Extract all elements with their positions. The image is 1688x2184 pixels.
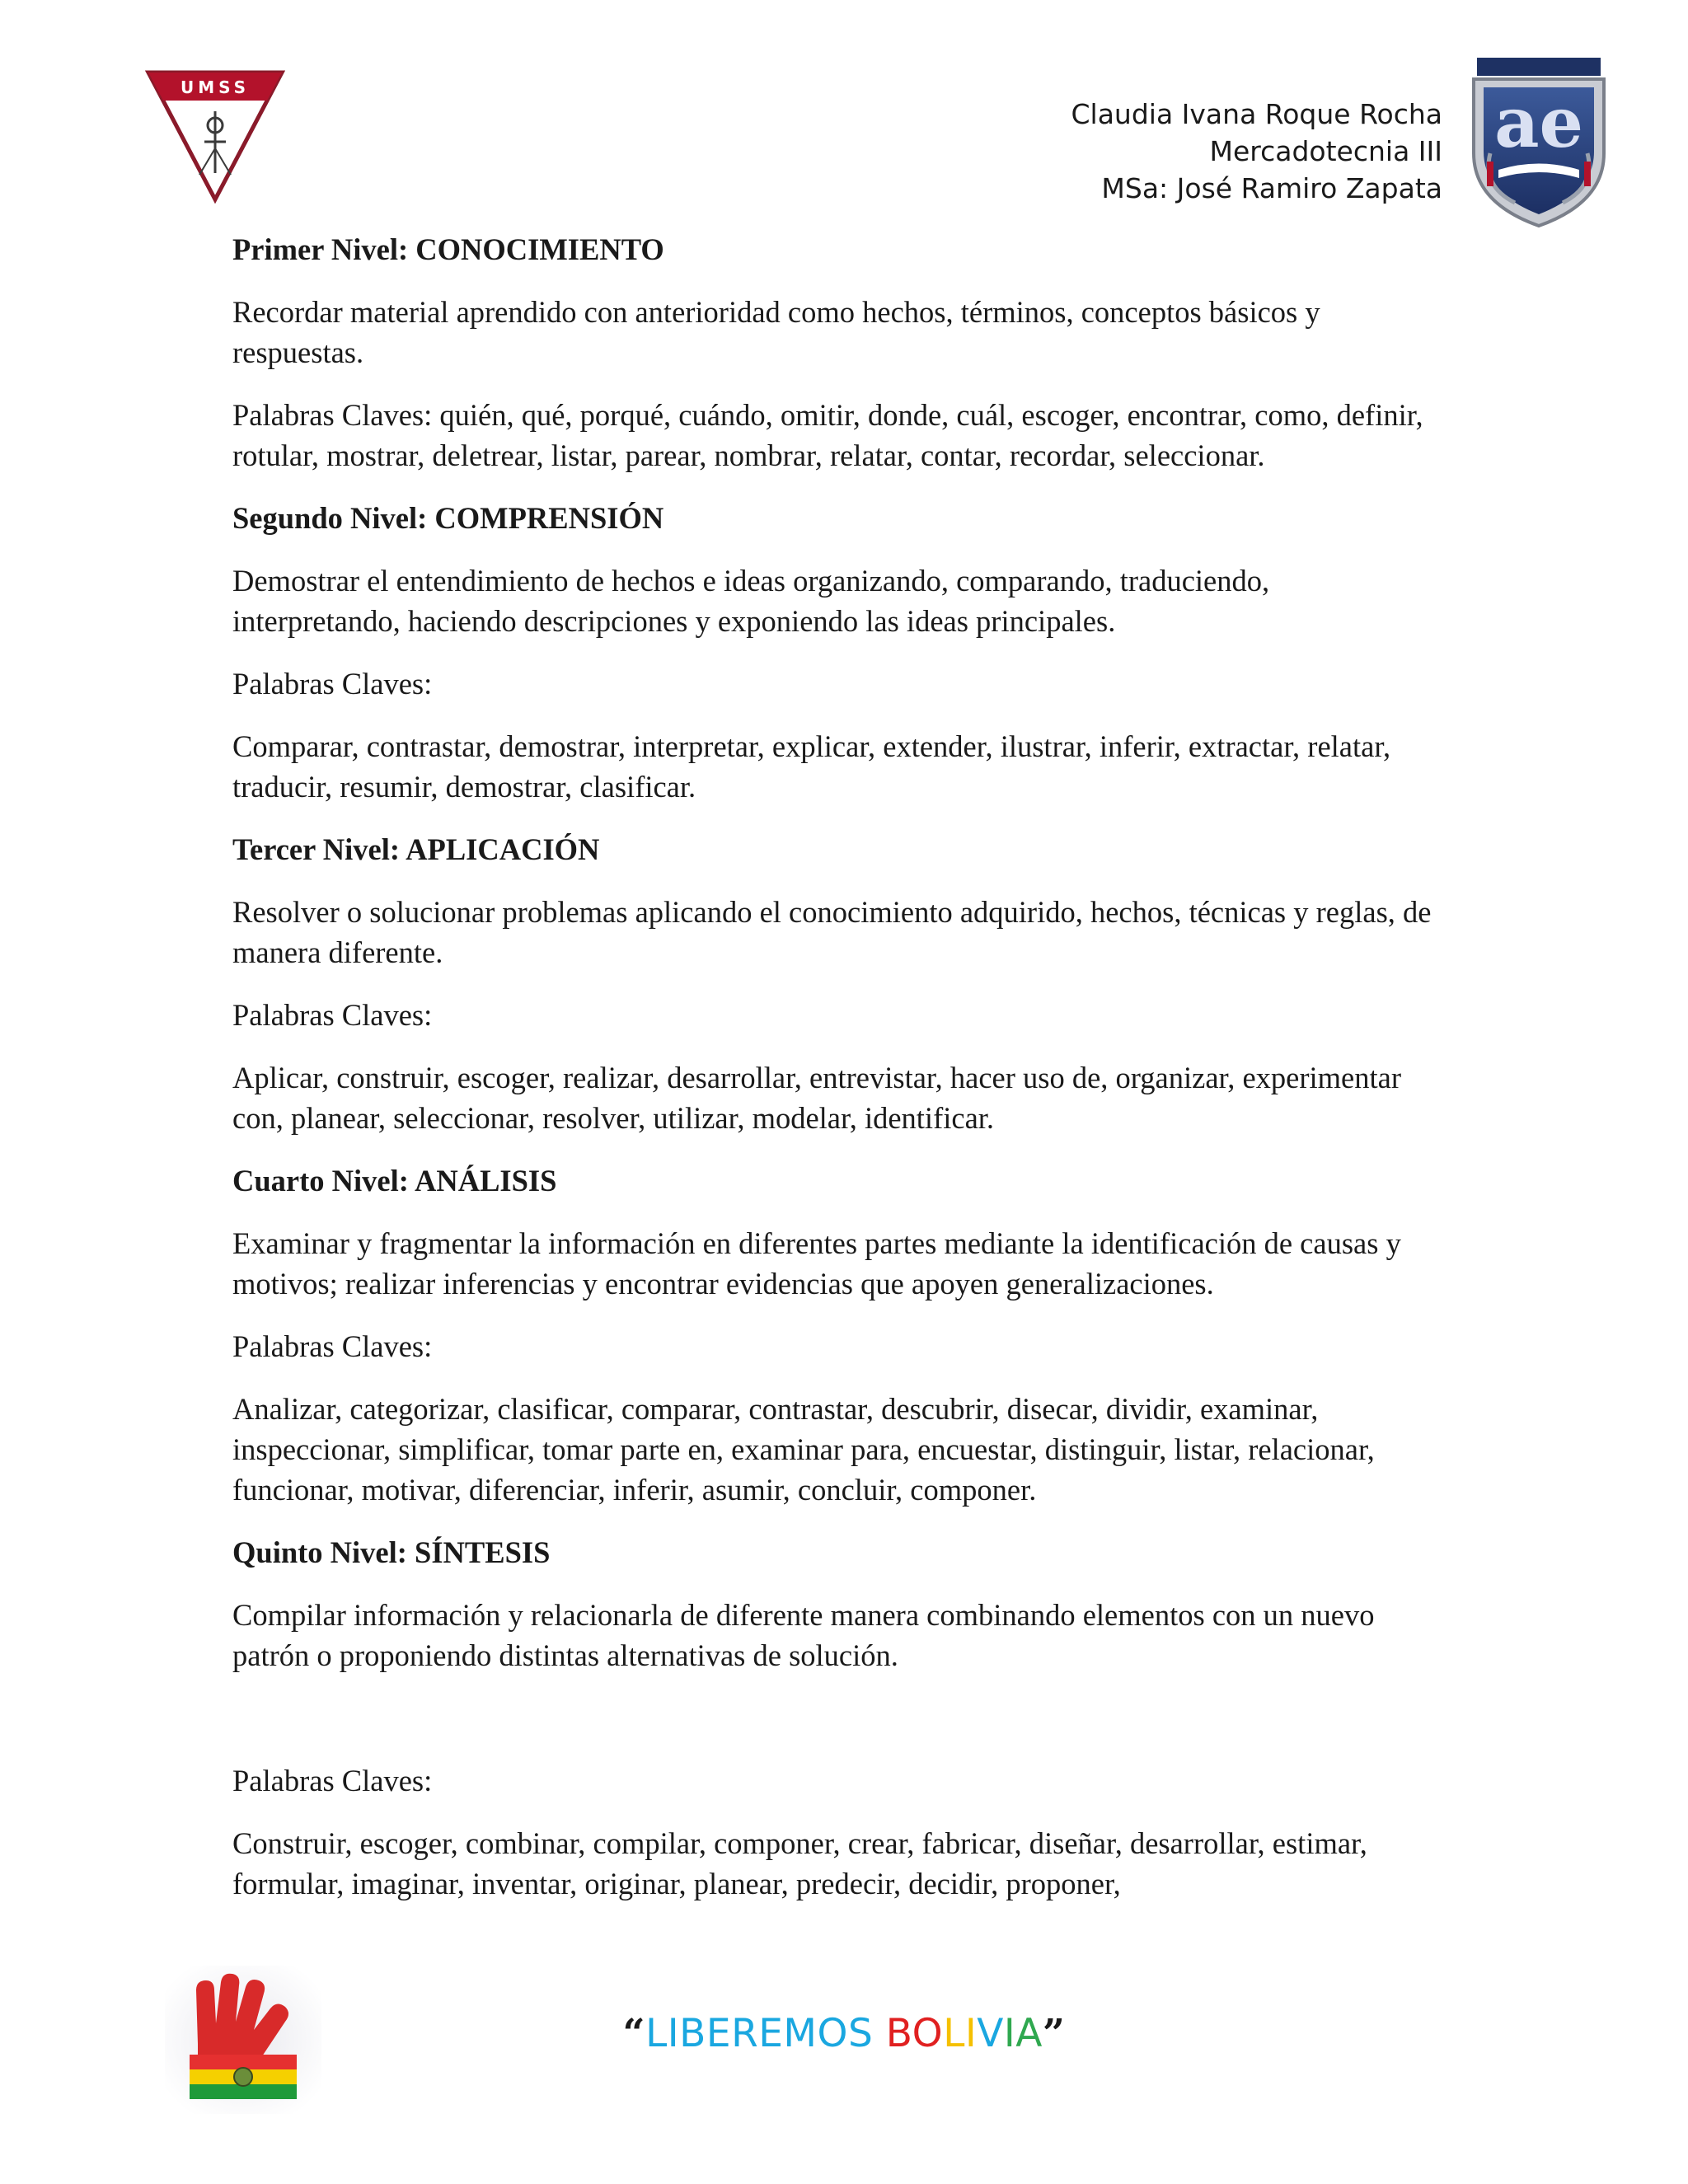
tail-keywords-text: Construir, escoger, combinar, compilar, componer, crear, fabricar, diseñar, desarrollar, estimar, formular, imaginar, inventar, originar, planear, predecir, decidir, proponer, <box>232 1826 1367 1900</box>
section-heading-1: Primer Nivel: CONOCIMIENTO <box>232 232 664 266</box>
teacher-name: MSa: José Ramiro Zapata <box>1101 172 1442 204</box>
section-3-paragraph-2: Palabras Claves: <box>232 998 433 1032</box>
slogan-open-quote: “ <box>622 2011 646 2056</box>
section-1-paragraph-1: Recordar material aprendido con anterioridad como hechos, términos, conceptos básicos y respuestas. <box>232 295 1320 369</box>
section-2-paragraph-2: Palabras Claves: <box>232 667 433 701</box>
section-1-paragraph-2: Palabras Claves: quién, qué, porqué, cuándo, omitir, donde, cuál, escoger, encontrar, como, definir, rotular, mostrar, deletrear, listar, parear, nombrar, relatar, contar, recordar, seleccionar. <box>232 398 1423 472</box>
section-heading-4: Cuarto Nivel: ANÁLISIS <box>232 1164 557 1197</box>
slogan-segment-0: LIBEREMOS <box>645 2011 886 2056</box>
umss-logo <box>145 66 285 206</box>
tail-keywords-label: Palabras Claves: <box>232 1764 433 1797</box>
section-5-paragraph-1: Compilar información y relacionarla de diferente manera combinando elementos con un nuevo patrón o proponiendo distintas alternativas de solución. <box>232 1598 1375 1672</box>
section-2-paragraph-1: Demostrar el entendimiento de hechos e ideas organizando, comparando, traduciendo, interpretando, haciendo descripciones y exponiendo las ideas principales. <box>232 564 1270 638</box>
author-name: Claudia Ivana Roque Rocha <box>1071 98 1442 130</box>
document-body <box>232 229 1444 1926</box>
slogan-close-quote: ” <box>1042 2011 1066 2056</box>
course-name: Mercadotecnia III <box>1209 135 1442 167</box>
header-info <box>1071 96 1443 207</box>
section-2-paragraph-3: Comparar, contrastar, demostrar, interpretar, explicar, extender, ilustrar, inferir, extractar, relatar, traducir, resumir, demostrar, clasificar. <box>232 729 1391 804</box>
section-4-paragraph-2: Palabras Claves: <box>232 1329 433 1363</box>
section-heading-2: Segundo Nivel: COMPRENSIÓN <box>232 501 664 535</box>
slogan-segment-1: BO <box>885 2011 944 2056</box>
blank-space <box>232 1698 1444 1760</box>
slogan-text <box>645 2011 1043 2056</box>
section-3-paragraph-3: Aplicar, construir, escoger, realizar, desarrollar, entrevistar, hacer uso de, organizar, experimentar con, planear, seleccionar, resolver, utilizar, modelar, identificar. <box>232 1061 1401 1135</box>
section-3-paragraph-1: Resolver o solucionar problemas aplicando el conocimiento adquirido, hechos, técnicas y reglas, de manera diferente. <box>232 895 1432 969</box>
slogan-segment-2: LI <box>943 2011 978 2056</box>
section-4-paragraph-3: Analizar, categorizar, clasificar, comparar, contrastar, descubrir, disecar, dividir, examinar, inspeccionar, simplificar, tomar parte en, examinar para, encuestar, distinguir, listar, relacionar, funcionar, motivar, diferenciar, inferir, asumir, concluir, componer. <box>232 1392 1375 1507</box>
slogan-segment-4: IA <box>1003 2011 1043 2056</box>
slogan-segment-3: V <box>977 2011 1004 2056</box>
svg-text:ae: ae <box>1494 82 1583 163</box>
ae-crest-logo <box>1465 54 1612 231</box>
section-heading-5: Quinto Nivel: SÍNTESIS <box>232 1535 551 1569</box>
footer-slogan <box>0 2011 1688 2056</box>
section-heading-3: Tercer Nivel: APLICACIÓN <box>232 832 600 866</box>
umss-logo-text: UMSS <box>180 77 251 97</box>
section-4-paragraph-1: Examinar y fragmentar la información en diferentes partes mediante la identificación de causas y motivos; realizar inferencias y encontrar evidencias que apoyen generalizaciones. <box>232 1226 1401 1301</box>
